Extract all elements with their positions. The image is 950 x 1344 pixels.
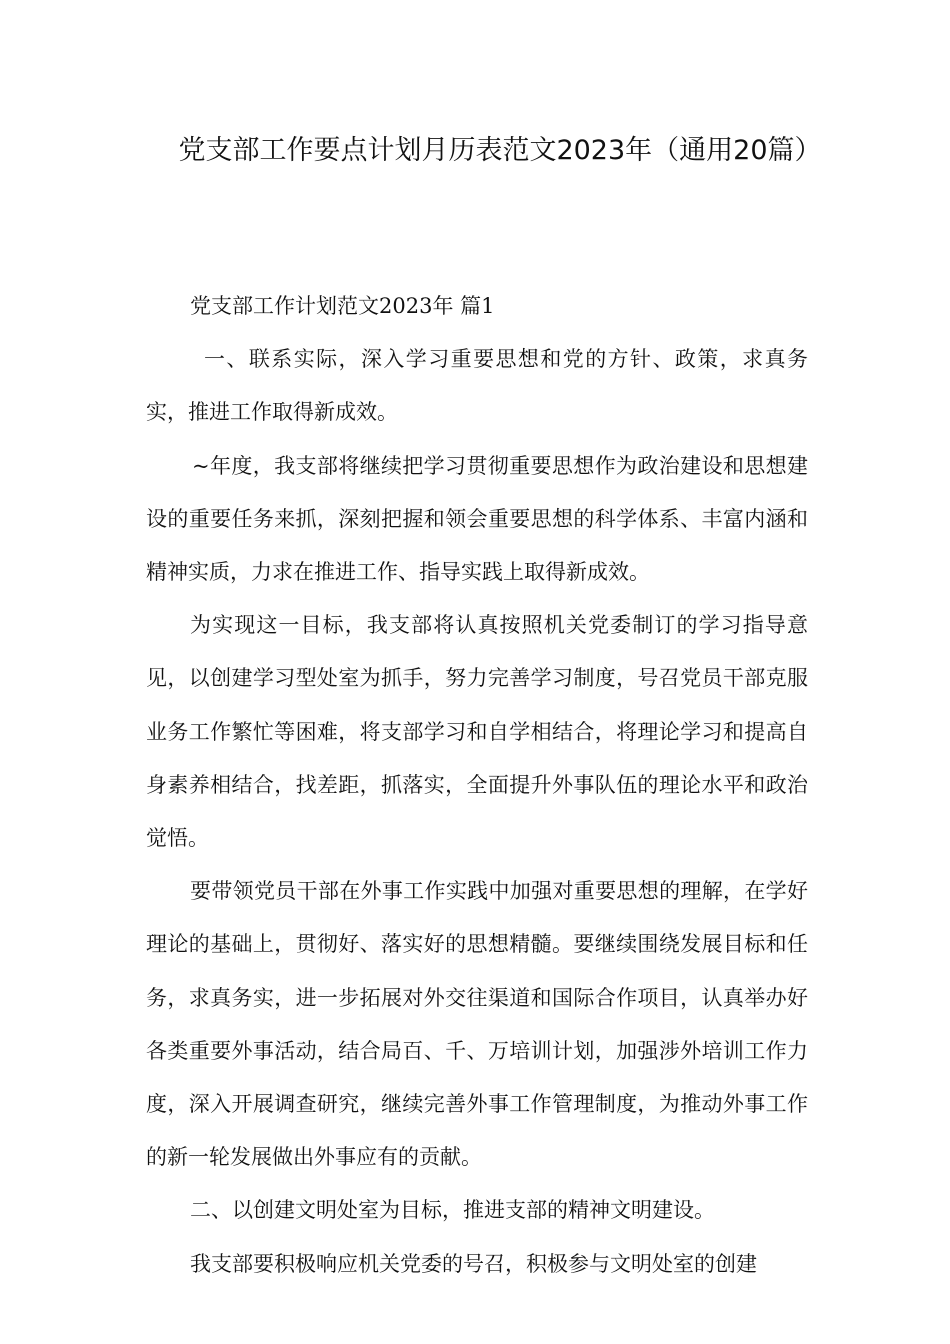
- document-body: [146, 280, 808, 1291]
- paragraph-4: 要带领党员干部在外事工作实践中加强对重要思想的理解，在学好理论的基础上，贯彻好、落实好的思想精髓。要继续围绕发展目标和任务，求真务实，进一步拓展对外交往渠道和国际合作项目，认真举办好各类重要外事活动，结合局百、千、万培训计划，加强涉外培训工作力度，深入开展调查研究，继续完善外事工作管理制度，为推动外事工作的新一轮发展做出外事应有的贡献。: [146, 879, 808, 1170]
- paragraph-5: 二、以创建文明处室为目标，推进支部的精神文明建设。: [190, 1198, 715, 1223]
- paragraph-6: 我支部要积极响应机关党委的号召，积极参与文明处室的创建: [190, 1251, 757, 1276]
- paragraph-2: ~年度，我支部将继续把学习贯彻重要思想作为政治建设和思想建设的重要任务来抓，深刻把握和领会重要思想的科学体系、丰富内涵和精神实质，力求在推进工作、指导实践上取得新成效。: [146, 453, 808, 585]
- paragraph-3: 为实现这一目标，我支部将认真按照机关党委制订的学习指导意见，以创建学习型处室为抓手，努力完善学习制度，号召党员干部克服业务工作繁忙等困难，将支部学习和自学相结合，将理论学习和提高自身素养相结合，找差距，抓落实，全面提升外事队伍的理论水平和政治觉悟。: [146, 613, 808, 851]
- document-title: 党支部工作要点计划月历表范文2023年（通用20篇）: [178, 135, 822, 166]
- section-heading: 党支部工作计划范文2023年 篇1: [190, 294, 495, 318]
- paragraph-1: 一、联系实际，深入学习重要思想和党的方针、政策，求真务实，推进工作取得新成效。: [146, 347, 808, 425]
